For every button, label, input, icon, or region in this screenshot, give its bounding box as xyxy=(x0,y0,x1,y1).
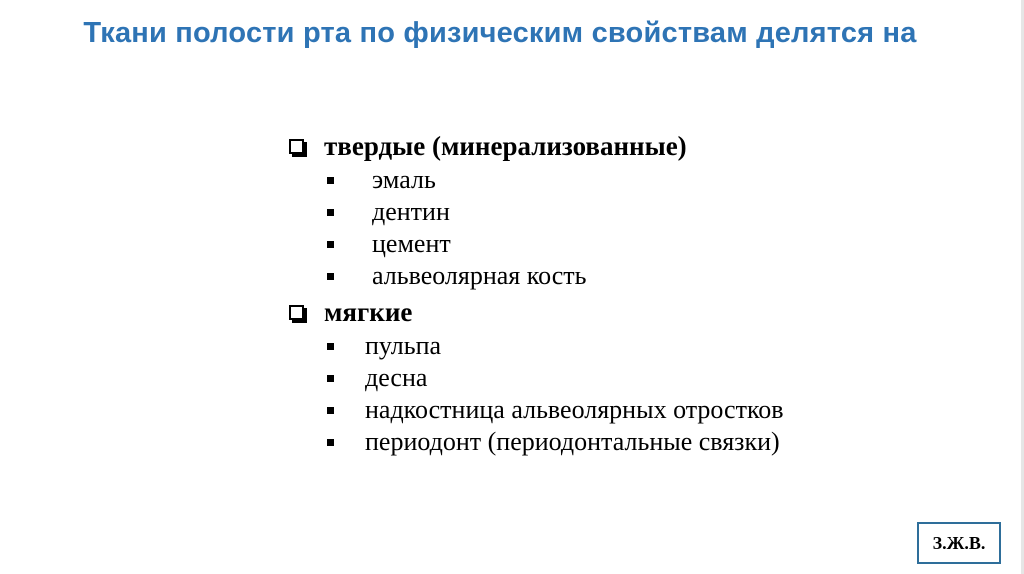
list-item xyxy=(287,196,784,228)
section-header xyxy=(287,294,784,330)
section-label: твердые (минерализованные) xyxy=(324,130,687,161)
section-soft-tissues xyxy=(287,294,784,458)
checkbox-bullet-icon xyxy=(289,305,304,320)
list-item-label: альвеолярная кость xyxy=(372,261,587,290)
list-item xyxy=(287,362,784,394)
section-label: мягкие xyxy=(324,296,413,327)
list-item-label: пульпа xyxy=(365,331,442,360)
list-item xyxy=(287,260,784,292)
list-item xyxy=(287,394,784,426)
square-bullet-icon xyxy=(327,375,334,382)
square-bullet-icon xyxy=(327,407,334,414)
list-item xyxy=(287,426,784,458)
section-header xyxy=(287,128,784,164)
list-item xyxy=(287,164,784,196)
section-hard-tissues xyxy=(287,128,784,292)
square-bullet-icon xyxy=(327,177,334,184)
author-initials-badge: З.Ж.В. xyxy=(917,522,1001,564)
square-bullet-icon xyxy=(327,439,334,446)
square-bullet-icon xyxy=(327,273,334,280)
list-item xyxy=(287,228,784,260)
list-item xyxy=(287,330,784,362)
checkbox-bullet-icon xyxy=(289,139,304,154)
square-bullet-icon xyxy=(327,241,334,248)
list-item-label: надкостница альвеолярных отростков xyxy=(365,395,784,424)
slide-title: Ткани полости рта по физическим свойствам делятся на xyxy=(83,17,917,49)
content-list xyxy=(287,128,784,458)
square-bullet-icon xyxy=(327,343,334,350)
list-item-label: десна xyxy=(365,363,428,392)
list-item-label: эмаль xyxy=(372,165,436,194)
list-item-label: цемент xyxy=(372,229,451,258)
list-item-label: дентин xyxy=(372,197,450,226)
square-bullet-icon xyxy=(327,209,334,216)
list-item-label: периодонт (периодонтальные связки) xyxy=(365,427,780,456)
